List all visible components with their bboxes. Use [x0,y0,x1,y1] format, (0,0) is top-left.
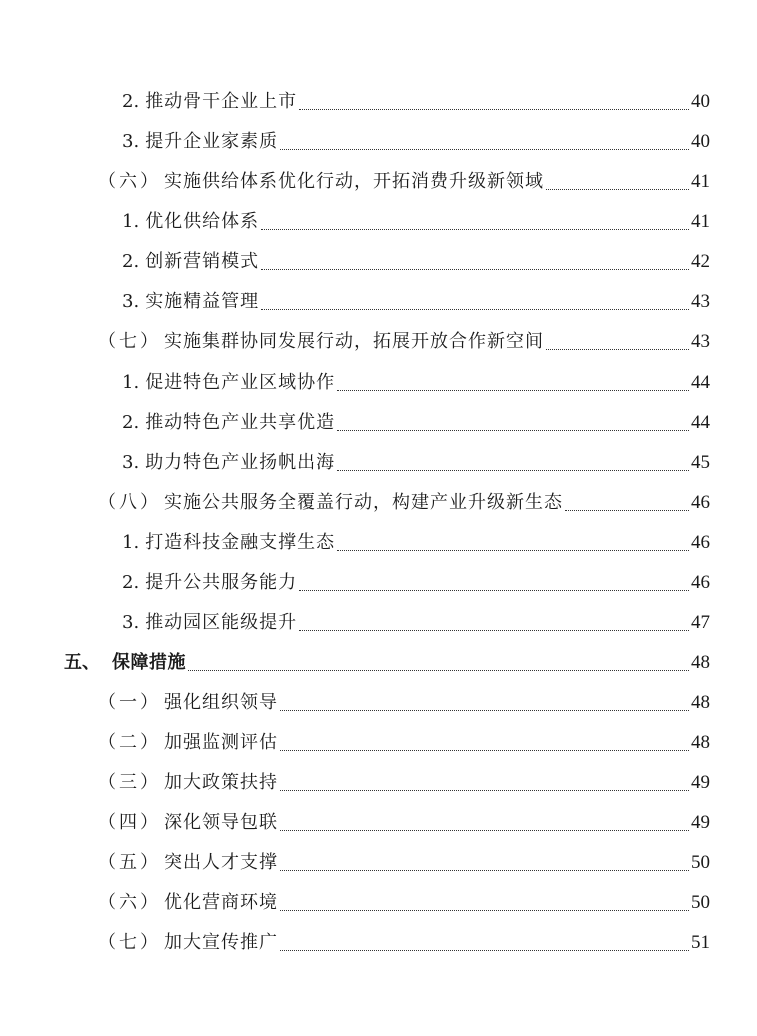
toc-entry[interactable] [122,408,710,434]
toc-entry[interactable] [98,327,710,353]
toc-entry-number: （四） [98,812,161,833]
toc-entry-number: （五） [98,852,161,873]
toc-entry-title: 助力特色产业扬帆出海 [145,452,336,473]
toc-entry-title: 强化组织领导 [164,692,278,713]
toc-leader-dots [337,532,689,554]
toc-entry-page: 51 [691,932,710,953]
toc-entry-title: 提升企业家素质 [145,131,279,152]
toc-entry-page: 44 [691,372,710,393]
toc-entry-number: 3. [122,452,140,473]
toc-entry[interactable] [98,488,710,514]
toc-leader-dots [280,812,689,834]
toc-entry-number: 3. [122,291,140,312]
toc-leader-dots [261,291,689,313]
toc-entry-number: （六） [98,892,161,913]
toc-leader-dots [299,612,689,634]
toc-entry-page: 43 [691,291,710,312]
toc-entry[interactable] [98,688,710,714]
toc-entry[interactable] [98,768,710,794]
toc-entry-title: 加大政策扶持 [164,772,278,793]
toc-entry-page: 40 [691,131,710,152]
toc-entry-title: 突出人才支撑 [164,852,278,873]
toc-leader-dots [261,211,689,233]
toc-entry-page: 49 [691,812,710,833]
toc-entry[interactable] [122,528,710,554]
toc-entry[interactable] [122,127,710,153]
toc-entry-number: 1. [122,372,140,393]
toc-leader-dots [188,652,689,674]
toc-entry-number: 五、 [64,652,100,673]
toc-entry-number: （六） [98,171,161,192]
toc-entry-title: 加大宣传推广 [164,932,278,953]
toc-entry-page: 50 [691,852,710,873]
toc-leader-dots [337,412,689,434]
toc-entry-page: 45 [691,452,710,473]
toc-leader-dots [280,892,689,914]
toc-entry-page: 48 [691,732,710,753]
toc-leader-dots [337,452,689,474]
toc-leader-dots [299,572,689,594]
toc-entry-title: 促进特色产业区域协作 [145,372,336,393]
toc-entry-number: （一） [98,692,161,713]
toc-entry-title: 实施精益管理 [145,291,260,312]
toc-entry-page: 46 [691,572,710,593]
toc-entry-page: 40 [691,91,710,112]
toc-entry-title: 推动园区能级提升 [145,612,298,633]
toc-leader-dots [280,732,689,754]
toc-entry[interactable] [122,368,710,394]
toc-entry-title: 深化领导包联 [164,812,278,833]
toc-entry-number: 3. [122,131,140,152]
toc-entry-page: 41 [691,211,710,232]
toc-entry-title: 加强监测评估 [164,732,278,753]
toc-entry-number: 2. [122,91,140,112]
toc-entry-number: 2. [122,412,140,433]
toc-entry-page: 42 [691,251,710,272]
toc-entry-title: 实施集群协同发展行动，拓展开放合作新空间 [164,331,544,352]
toc-entry-number: （二） [98,732,161,753]
toc-entry-number: 1. [122,532,140,553]
toc-leader-dots [280,772,689,794]
toc-entry-chapter[interactable] [64,648,710,674]
toc-entry-number: 3. [122,612,140,633]
toc-leader-dots [299,91,689,113]
toc-leader-dots [565,492,689,514]
toc-entry[interactable] [122,287,710,313]
toc-entry[interactable] [98,808,710,834]
toc-entry[interactable] [98,928,710,954]
toc-entry-page: 50 [691,892,710,913]
toc-entry-title: 推动特色产业共享优造 [145,412,336,433]
toc-entry-title: 实施公共服务全覆盖行动，构建产业升级新生态 [164,492,563,513]
toc-entry-number: （七） [98,331,161,352]
toc-entry[interactable] [98,888,710,914]
toc-leader-dots [280,932,689,954]
toc-entry-number: 2. [122,251,140,272]
toc-entry-number: （八） [98,492,161,513]
toc-entry-page: 47 [691,612,710,633]
toc-entry-title: 优化营商环境 [164,892,278,913]
toc-entry[interactable] [122,568,710,594]
toc-entry-number: 2. [122,572,140,593]
toc-entry-number: （三） [98,772,161,793]
toc-entry-page: 46 [691,532,710,553]
toc-entry-title: 创新营销模式 [145,251,260,272]
toc-entry[interactable] [122,608,710,634]
toc-entry-page: 46 [691,492,710,513]
toc-entry-page: 41 [691,171,710,192]
toc-entry-title: 提升公共服务能力 [145,572,298,593]
toc-entry[interactable] [122,448,710,474]
toc-leader-dots [261,251,689,273]
toc-entry-title: 实施供给体系优化行动，开拓消费升级新领域 [164,171,544,192]
toc-leader-dots [280,852,689,874]
toc-entry-page: 44 [691,412,710,433]
toc-leader-dots [546,171,689,193]
toc-entry[interactable] [98,167,710,193]
toc-entry-number: 1. [122,211,140,232]
toc-leader-dots [280,692,689,714]
toc-entry-page: 43 [691,331,710,352]
toc-entry-page: 48 [691,692,710,713]
toc-leader-dots [280,131,689,153]
toc-leader-dots [337,372,689,394]
toc-entry[interactable] [122,87,710,113]
toc-entry-number: （七） [98,932,161,953]
toc-entry-title: 保障措施 [112,652,186,673]
toc-entry-title: 优化供给体系 [145,211,260,232]
toc-leader-dots [546,331,689,353]
toc-entry[interactable] [98,848,710,874]
toc-entry[interactable] [122,247,710,273]
toc-entry-title: 推动骨干企业上市 [145,91,298,112]
toc-entry-title: 打造科技金融支撑生态 [145,532,336,553]
toc-entry-page: 49 [691,772,710,793]
toc-entry[interactable] [122,207,710,233]
toc-entry-page: 48 [691,652,710,673]
toc-entry[interactable] [98,728,710,754]
